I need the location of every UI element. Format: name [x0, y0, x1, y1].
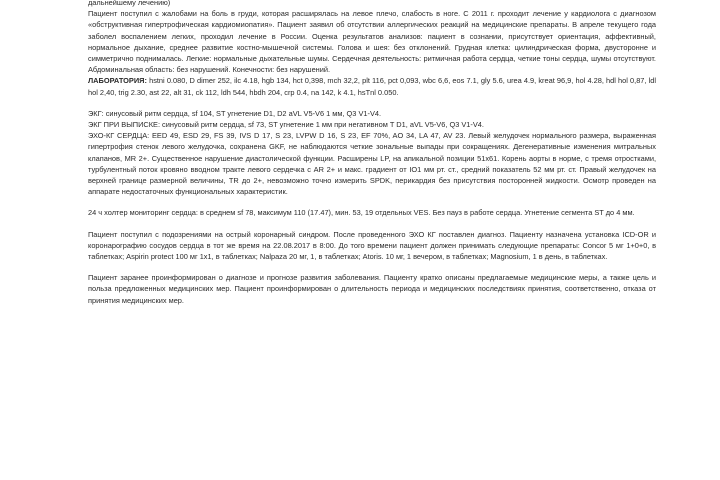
admission-paragraph: Пациент поступил с подозрениями на острый коронарный синдром. После проведенного ЭХО КГ поставлен диагноз. Пациенту назначена установка ICD-OR и коронарографию сосудов сердца в тот же время на 22.08.2017 в 8:00. До того времени пациент должен принимать следующие препараты: Concor 5 мг 1+0+0, в таблетках; Aspirin protect 100 мг 1x1, в таблетках; Nalpaza 20 мг, 1, в таблетках; Atoris. 10 мг, 1 вечером, в таблетках; Magnosium, 1 в день, в таблетках.	[88, 229, 656, 262]
lab-values: hstni 0.080, D dimer 252, ilc 4.18, hgb 134, hct 0,398, mch 32,2, plt 116, pct 0,093, wbc 6,6, eos 7.1, gly 5.6, urea 4.9, kreat 96,9, hol 4.28, hdl hol 0,87, ldl hol 2,40, trig 2.30, ast 22, alt 31, ck 112, ldh 544, hbdh 204, crp 0.4, na 142, k 4.1, hsTnl 0.050.	[88, 76, 656, 97]
ekg-paragraph: ЭКГ: синусовый ритм сердца, sf 104, ST угнетение D1, D2 aVL V5-V6 1 мм, Q3 V1-V4.	[88, 108, 382, 118]
intro-line: дальнейшему лечению)	[88, 0, 171, 7]
ekg-discharge-paragraph: ЭКГ ПРИ ВЫПИСКЕ: синусовый ритм сердца, sf 73, ST угнетение 1 мм при негативном T D1, aVL V5-V6, Q3 V1-V4.	[88, 120, 484, 130]
complaints-paragraph: Пациент поступил с жалобами на боль в груди, которая расширялась на левое плечо, слабость в ноге. С 2011 г. проходит лечение у кардиолога с диагнозом «обструктивная гипертрофическая кардиомиопатия». Пациент заявил об отсутствии аллергических реакций на медицинские препараты. В апреле текущего года заболел воспалением легких, проходил лечение в России. Оценка результатов анализов: пациент в сознании, присутствует ориентация, аффективный, нормальное дыхание, среднее развитие костно-мышечной системы. Голова и шея: без отклонений. Грудная клетка: цилиндрическая форма, двусторонне и симметрично поднималась. Легкие: нормальные дыхательные шумы. Сердечная деятельность: ритмичная работа сердца, четкие тоны сердца, шумы отсутствуют. Абдоминальная область: без нарушений. Конечности: без нарушений.	[88, 9, 656, 75]
holter-paragraph: 24 ч холтер мониторинг сердца: в среднем sf 78, максимум 110 (17.47), мин. 53, 19 отдельных VES. Без пауз в работе сердца. Угнетение сегмента ST до 4 мм.	[88, 208, 635, 218]
echo-paragraph: ЭХО-КГ СЕРДЦА: EED 49, ESD 29, FS 39, IVS D 17, S 23, LVPW D 16, S 23, EF 70%, AO 34, LA 47, AV 23. Левый желудочек нормального размера, выраженная гипертрофия стенок левого желудочка, сохранена GKF, не наблюдаются четкие зональные выпады при сокращениях. Дегенеративные изменения митральных клапанов, MR 2+. Существенное нарушение диастолической функции. Расширены LP, на апикальной позиции 51x61. Корень аорты в норме, с тремя отростками, турбулентный поток кровяно вводном тракте левого сердечка с AR 2+ и макс. градиент от IO1 мм рт. ст., средний показатель 52 мм рт. ст. Правый желудочек на верхней границе размерной величины, TR до 2+, невозможно точно измерить SPDK, перикардия без присутствия посторонней жидкости. Осмотр проведен на аппарате недостаточных функциональных характеристик.	[88, 131, 656, 197]
lab-paragraph	[88, 75, 656, 97]
lab-title: ЛАБОРАТОРИЯ:	[88, 76, 147, 86]
informed-paragraph: Пациент заранее проинформирован о диагнозе и прогнозе развития заболевания. Пациенту кратко описаны предлагаемые медицинские меры, а также цель и польза предложенных медицинских мер. Пациент проинформирован о длительность периода и медицинских последствиях принятия, соответственно, отказа от принятия медицинских мер.	[88, 273, 656, 305]
